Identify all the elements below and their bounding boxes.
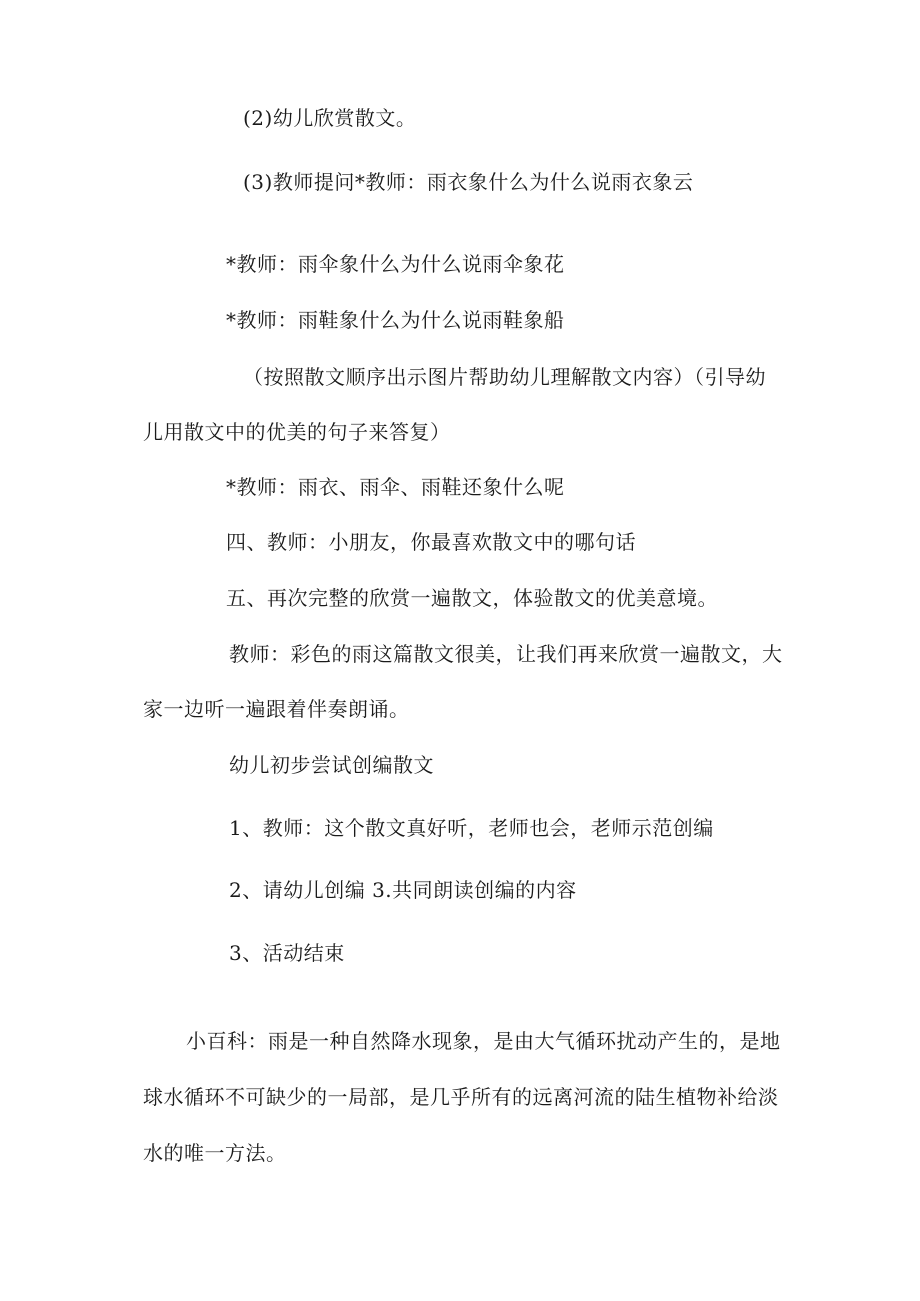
creation-step-3-line: 3、活动结束 — [229, 941, 345, 965]
question-umbrella-line: *教师：雨伞象什么为什么说雨伞象花 — [226, 252, 565, 276]
section-four-line: 四、教师：小朋友，你最喜欢散文中的哪句话 — [226, 530, 636, 554]
creation-step-2-line: 2、请幼儿创编 3.共同朗读创编的内容 — [229, 878, 577, 902]
encyclopedia-line-1: 小百科：雨是一种自然降水现象，是由大气循环扰动产生的，是地 — [186, 1029, 781, 1053]
teacher-prompt-line-1: 教师：彩色的雨这篇散文很美，让我们再来欣赏一遍散文，大 — [229, 642, 783, 666]
creation-step-1-line: 1、教师：这个散文真好听，老师也会，老师示范创编 — [229, 816, 714, 840]
creation-heading-line: 幼儿初步尝试创编散文 — [229, 753, 434, 777]
step-2-line: (2)幼儿欣赏散文。 — [243, 106, 417, 130]
question-more-line: *教师：雨衣、雨伞、雨鞋还象什么呢 — [226, 475, 565, 499]
step-3-line: (3)教师提问*教师：雨衣象什么为什么说雨衣象云 — [243, 170, 694, 194]
section-five-line: 五、再次完整的欣赏一遍散文，体验散文的优美意境。 — [226, 586, 718, 610]
instruction-line-2: 儿用散文中的优美的句子来答复） — [143, 420, 451, 444]
instruction-line-1: （按照散文顺序出示图片帮助幼儿理解散文内容）（引导幼 — [243, 365, 766, 389]
encyclopedia-line-3: 水的唯一方法。 — [143, 1141, 287, 1165]
teacher-prompt-line-2: 家一边听一遍跟着伴奏朗诵。 — [143, 697, 410, 721]
question-boots-line: *教师：雨鞋象什么为什么说雨鞋象船 — [226, 308, 565, 332]
encyclopedia-line-2: 球水循环不可缺少的一局部，是几乎所有的远离河流的陆生植物补给淡 — [143, 1085, 779, 1109]
